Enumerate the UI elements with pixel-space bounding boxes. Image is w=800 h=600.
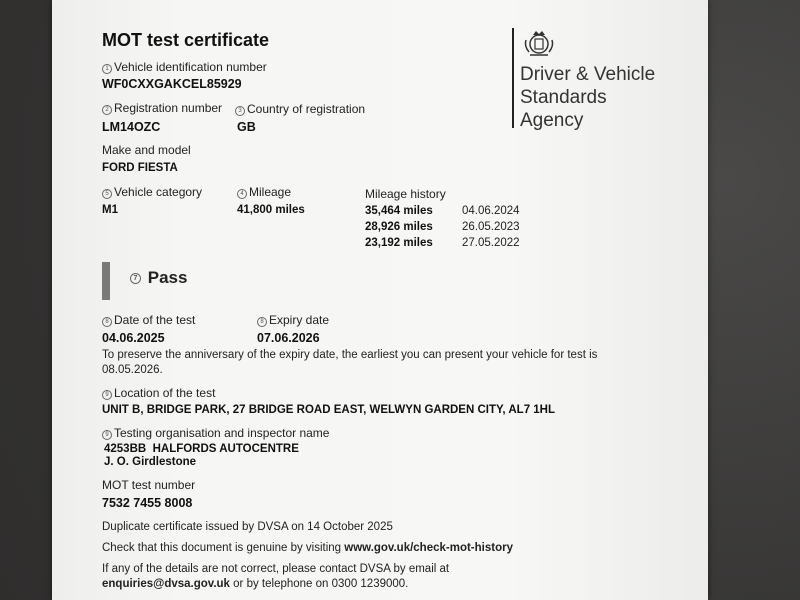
agency-name-line1: Driver & Vehicle xyxy=(520,64,656,85)
anniversary-note: To preserve the anniversary of the expiry date, the earliest you can present your vehicle for test is xyxy=(102,349,598,361)
history-date: 04.06.2024 xyxy=(462,205,520,217)
registration-value: LM14OZC xyxy=(102,120,161,134)
history-date: 27.05.2022 xyxy=(462,237,520,249)
mileage-label: 4 Mileage xyxy=(237,185,291,199)
test-date-label: 8 Date of the test xyxy=(102,313,195,327)
anniversary-date: 08.05.2026. xyxy=(102,364,163,376)
inspector-name: J. O. Girdlestone xyxy=(104,456,197,468)
contact-details: enquiries@dvsa.gov.uk or by telephone on 0300 1239000. xyxy=(102,578,409,590)
test-date-value: 04.06.2025 xyxy=(102,331,165,345)
check-note: Check that this document is genuine by visiting www.gov.uk/check-mot-history xyxy=(102,542,513,554)
organisation-value: 4253BB HALFORDS AUTOCENTRE xyxy=(104,443,299,455)
field-number-badge: 5 xyxy=(102,189,112,199)
country-label: 3 Country of registration xyxy=(235,102,365,116)
mileage-value: 41,800 miles xyxy=(237,204,305,216)
test-number-value: 7532 7455 8008 xyxy=(102,496,193,510)
country-value: GB xyxy=(237,120,256,134)
contact-email-link[interactable]: enquiries@dvsa.gov.uk xyxy=(102,578,230,590)
expiry-date-value: 07.06.2026 xyxy=(257,331,320,345)
registration-label: 2 Registration number xyxy=(102,101,222,115)
field-number-badge: 3 xyxy=(235,106,245,116)
agency-name-line3: Agency xyxy=(520,110,584,131)
vin-label: 1 Vehicle identification number xyxy=(102,60,267,74)
check-mot-link[interactable]: www.gov.uk/check-mot-history xyxy=(344,542,513,554)
history-miles: 35,464 miles xyxy=(365,205,433,217)
location-value: UNIT B, BRIDGE PARK, 27 BRIDGE ROAD EAST, WELWYN GARDEN CITY, AL7 1HL xyxy=(102,404,556,416)
field-number-badge: 9 xyxy=(102,390,112,400)
result-bar xyxy=(102,262,110,300)
organisation-label: 9 Testing organisation and inspector name xyxy=(102,426,329,440)
agency-divider xyxy=(512,28,514,128)
field-number-badge: 8 xyxy=(102,317,112,327)
test-result: 7 Pass xyxy=(130,268,187,288)
mileage-history-label: Mileage history xyxy=(365,187,446,201)
location-label: 9 Location of the test xyxy=(102,386,215,400)
field-number-badge: 2 xyxy=(102,105,112,115)
test-number-label: MOT test number xyxy=(102,478,196,492)
vin-value: WF0CXXGAKCEL85929 xyxy=(102,77,242,91)
history-date: 26.05.2023 xyxy=(462,221,520,233)
vehicle-category-value: M1 xyxy=(102,204,118,216)
field-number-badge: 8 xyxy=(257,317,267,327)
contact-note: If any of the details are not correct, please contact DVSA by email at xyxy=(102,563,450,575)
vehicle-category-label: 5 Vehicle category xyxy=(102,185,202,199)
field-number-badge: 7 xyxy=(130,273,141,284)
make-model-value: FORD FIESTA xyxy=(102,162,178,174)
mot-certificate xyxy=(52,0,708,600)
agency-name-line2: Standards xyxy=(520,87,607,108)
expiry-date-label: 8 Expiry date xyxy=(257,313,329,327)
page-title: MOT test certificate xyxy=(102,30,270,50)
royal-crest-icon xyxy=(522,28,556,63)
field-number-badge: 9 xyxy=(102,430,112,440)
field-number-badge: 4 xyxy=(237,189,247,199)
history-miles: 28,926 miles xyxy=(365,221,433,233)
duplicate-note: Duplicate certificate issued by DVSA on 14 October 2025 xyxy=(102,521,393,533)
make-model-label: Make and model xyxy=(102,143,191,157)
history-miles: 23,192 miles xyxy=(365,237,433,249)
field-number-badge: 1 xyxy=(102,64,112,74)
